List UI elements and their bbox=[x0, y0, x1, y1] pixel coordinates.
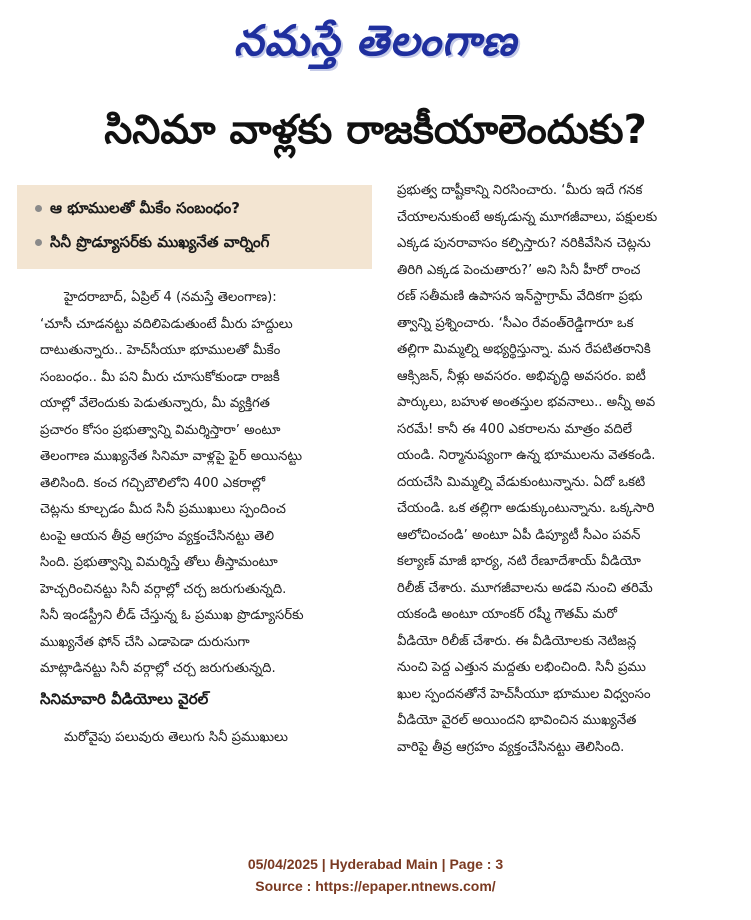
column-line: హైదరాబాద్, ఏప్రిల్ 4 (నమస్తే తెలంగాణ): bbox=[64, 290, 277, 305]
column-line: రిలీజ్ చేశారు. మూగజీవాలను అడవి నుంచి తరిమే bbox=[397, 580, 653, 596]
column-line: ఎక్కడ పునరావాసం కల్పిస్తారు? నరికివేసిన చెట్లను bbox=[397, 236, 651, 251]
footer-dateline: 05/04/2025 | Hyderabad Main | Page : 3 bbox=[247, 856, 504, 872]
column-line: యాల్లో వేలెందుకు పెడుతున్నారు, మీ వ్యక్తిగత bbox=[40, 396, 270, 411]
column-line: రణ్ సతీమణి ఉపాసన ఇన్‌స్టాగ్రామ్ వేదికగా ప్రభు bbox=[397, 289, 643, 304]
bullet-icon bbox=[35, 239, 42, 246]
highlight-text: ఆ భూములతో మీకేం సంబంధం? bbox=[50, 199, 240, 217]
column-line: ముఖ్యనేత ఫోన్ చేసి ఎడాపెడా దురుసుగా bbox=[40, 634, 250, 650]
section-subhead: సినిమావారి వీడియోలు వైరల్ bbox=[40, 690, 209, 708]
column-line: ‘చూసీ చూడనట్టు వదిలిపెడుతుంటే మీరు హద్దులు bbox=[40, 316, 293, 332]
highlight-item bbox=[35, 233, 365, 255]
column-line: తిరిగి ఎక్కడ పెంచుతారు?’ అని సినీ హీరో రాంచ bbox=[397, 262, 641, 278]
highlight-item bbox=[35, 199, 365, 221]
column-line: తెలంగాణ ముఖ్యనేత సినిమా వాళ్లపై ఫైర్ అయినట్టు bbox=[40, 449, 303, 464]
column-line: చేయండి. ఒక తల్లిగా అడుక్కుంటున్నాను. ఒక్కసారి bbox=[397, 501, 655, 516]
highlight-box bbox=[17, 185, 372, 269]
page-footer bbox=[0, 853, 751, 897]
column-line: వీడియో వైరల్ అయిందని భావించిన ముఖ్యనేత bbox=[397, 713, 637, 728]
footer-source: Source : https://epaper.ntnews.com/ bbox=[255, 878, 496, 894]
column-line: హెచ్చరించినట్టు సినీ వర్గాల్లో చర్చ జరుగుతున్నది. bbox=[40, 581, 287, 597]
column-line: ప్రభుత్వ దాష్టీకాన్ని నిరసించారు. ‘మీరు ఇదే గనక bbox=[397, 183, 643, 198]
column-line: సినీ ఇండస్ట్రీని లీడ్ చేస్తున్న ఓ ప్రముఖ ప్రొడ్యూసర్‌కు bbox=[40, 608, 304, 623]
column-line: తల్లిగా మిమ్మల్ని అభ్యర్థిస్తున్నా. మన రేపటితరానికి bbox=[397, 342, 651, 357]
bullet-icon bbox=[35, 205, 42, 212]
column-line: ఆక్సిజన్, నీళ్లు అవసరం. అభివృద్ధి అవసరం. ఐటీ bbox=[397, 368, 646, 384]
column-line: దాటుతున్నారు.. హెచ్‌సీయూ భూములతో మీకేం bbox=[40, 343, 281, 358]
masthead bbox=[0, 6, 751, 76]
column-line: వారిపై తీవ్ర ఆగ్రహం వ్యక్తంచేసినట్టు తెలిసింది. bbox=[397, 739, 625, 755]
column-line: ఖుల స్పందనతోనే హెచ్‌సీయూ భూముల విధ్వంసం bbox=[397, 686, 651, 702]
column-line: దయచేసి మిమ్మల్ని వేడుకుంటున్నాను. ఏదో ఒకటి bbox=[397, 474, 646, 490]
column-line: సరమే! కానీ ఈ 400 ఎకరాలను మాత్రం వదిలే bbox=[397, 421, 632, 437]
newspaper-title: నమస్తే తెలంగాణ bbox=[233, 16, 518, 65]
column-line: కల్యాణ్ మాజీ భార్య, నటి రేణూదేశాయ్ వీడియో bbox=[397, 554, 641, 569]
column-line: మాట్లాడినట్టు సినీ వర్గాల్లో చర్చ జరుగుతున్నది. bbox=[40, 661, 276, 676]
column-line: సంబంధం.. మీ పని మీరు చూసుకోకుండా రాజకీ bbox=[40, 369, 280, 385]
column-line: చేయాలనుకుంటే అక్కడున్న మూగజీవాలు, పక్షులకు bbox=[397, 209, 658, 225]
column-line: ఆలోచించండి’ అంటూ ఏపీ డిప్యూటీ సీఎం పవన్ bbox=[397, 527, 641, 543]
column-line: వీడియో రిలీజ్ చేశారు. ఈ వీడియోలకు నెటిజన్ల bbox=[397, 633, 637, 649]
column-line: పార్కులు, బహుళ అంతస్తుల భవనాలు.. అన్నీ అవ bbox=[397, 395, 656, 410]
column-line: సింది. ప్రభుత్వాన్ని విమర్శిస్తే తోలు తీస్తామంటూ bbox=[40, 555, 278, 570]
left-column bbox=[40, 285, 370, 683]
column-line: చెట్లను కూల్చడం మీద సినీ ప్రముఖులు స్పందించ bbox=[40, 502, 286, 517]
right-column bbox=[397, 178, 719, 761]
column-line: తెలిసింది. కంచ గచ్చిబౌలిలోని 400 ఎకరాల్లో bbox=[40, 475, 266, 491]
column-line: యండి. నిర్మానుష్యంగా ఉన్న భూములను వెతకండి. bbox=[397, 448, 656, 463]
column-line: టంపై ఆయన తీవ్ర ఆగ్రహం వ్యక్తంచేసినట్టు తెలి bbox=[40, 528, 275, 544]
left-column-tail: మరోవైపు పలువురు తెలుగు సినీ ప్రముఖులు bbox=[64, 730, 288, 745]
column-line: త్వాన్ని ప్రశ్నించారు. ‘సీఎం రేవంత్‌రెడ్డిగారూ ఒక bbox=[397, 315, 634, 331]
highlight-text: సినీ ప్రొడ్యూసర్‌కు ముఖ్యనేత వార్నింగ్ bbox=[50, 233, 270, 251]
column-line: నుంచి పెద్ద ఎత్తున మద్దతు లభించింది. సినీ ప్రము bbox=[397, 660, 646, 675]
article-headline: సినిమా వాళ్లకు రాజకీయాలెందుకు? bbox=[104, 107, 647, 153]
column-line: యకండి అంటూ యాంకర్ రష్మీ గౌతమ్ మరో bbox=[397, 607, 617, 622]
column-line: ప్రచారం కోసం ప్రభుత్వాన్ని విమర్శిస్తారా’ అంటూ bbox=[40, 422, 281, 438]
